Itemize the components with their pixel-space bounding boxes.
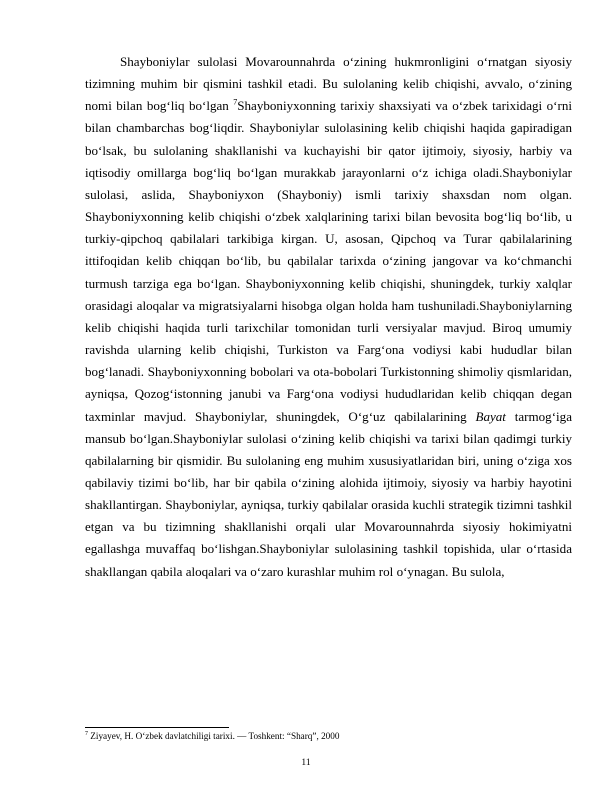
footnote	[85, 730, 572, 742]
italic-term: Bayat	[475, 408, 506, 424]
footnote-separator	[85, 727, 229, 728]
footnote-text: Ziyayev, H. O‘zbek davlatchiligi tarixi. — Toshkent: “Sharq”, 2000	[88, 731, 340, 741]
main-paragraph	[85, 51, 572, 583]
footnote-marker: 7	[85, 730, 88, 737]
paragraph-text-part-2: Shayboniyxonning tarixiy shaxsiyati va o‘zbek tarixidagi o‘rni bilan chambarchas bog‘liqdir. Shayboniylar sulolasining kelib chiqishi haqida gapiradigan bo‘lsak, bu sulolaning shakllanishi va kuchayishi bir qator ijtimoiy, siyosiy, harbiy va iqtisodiy omillarga bog‘liq bo‘lgan murakkab jarayonlarni o‘z ichiga oladi.Shayboniylar sulolasi, aslida, Shayboniyxon (Shayboniy) ismli tarixiy shaxsdan nom olgan. Shayboniyxonning kelib chiqishi o‘zbek xalqlarining tarixi bilan bevosita bog‘liq bo‘lib, u turkiy-qipchoq qabilalari tarkibiga kirgan. U, asosan, Qipchoq va Turar qabilalarining ittifoqidan kelib chiqqan bo‘lib, bu qabilalar tarixda o‘zining jangovar va ko‘chmanchi turmush tarziga ega bo‘lgan. Shayboniyxonning kelib chiqishi, shuningdek, turkiy xalqlar orasidagi aloqalar va migratsiyalarni hisobga olgan holda ham tushuniladi.Shayboniylarning kelib chiqishi haqida turli tarixchilar tomonidan turli versiyalar mavjud. Biroq umumiy ravishda ularning kelib chiqishi, Turkiston va Farg‘ona vodiysi kabi hududlar bilan bog‘lanadi. Shayboniyxonning bobolari va ota-bobolari Turkistonning shimoliy qismlaridan, ayniqsa, Qozog‘istonning janubi va Farg‘ona vodiysi hududlaridan kelib chiqqan degan taxminlar mavjud. Shayboniylar, shuningdek, O‘g‘uz qabilalarining	[85, 98, 572, 424]
paragraph-text-part-1: Shayboniylar sulolasi Movarounnahrda o‘zining hukmronligini o‘rnatgan siyosiy tizimning muhim bir qismini tashkil etadi. Bu sulolaning kelib chiqishi, avvalo, o‘zining nomi bilan bog‘liq bo‘lgan	[85, 54, 572, 114]
paragraph-text-part-3: tarmog‘iga mansub bo‘lgan.Shayboniylar sulolasi o‘zining kelib chiqishi va tarixi bilan qadimgi turkiy qabilalarning bir qismidir. Bu sulolaning eng muhim xususiyatlaridan biri, uning o‘ziga xos qabilaviy tizimi bo‘lib, har bir qabila o‘zining alohida ijtimoiy, siyosiy va harbiy hayotini shakllantirgan. Shayboniylar, ayniqsa, turkiy qabilalar orasida kuchli strategik tizimni tashkil etgan va bu tizimning shakllanishi orqali ular Movarounnahrda siyosiy hokimiyatni egallashga muvaffaq bo‘lishgan.Shayboniylar sulolasining tashkil topishida, ular o‘rtasida shakllangan qabila aloqalari va o‘zaro kurashlar muhim rol o‘ynagan. Bu sulola,	[85, 408, 572, 579]
body-text	[85, 51, 572, 583]
page-number: 11	[301, 758, 311, 768]
footnote-reference[interactable]: 7	[233, 97, 238, 107]
